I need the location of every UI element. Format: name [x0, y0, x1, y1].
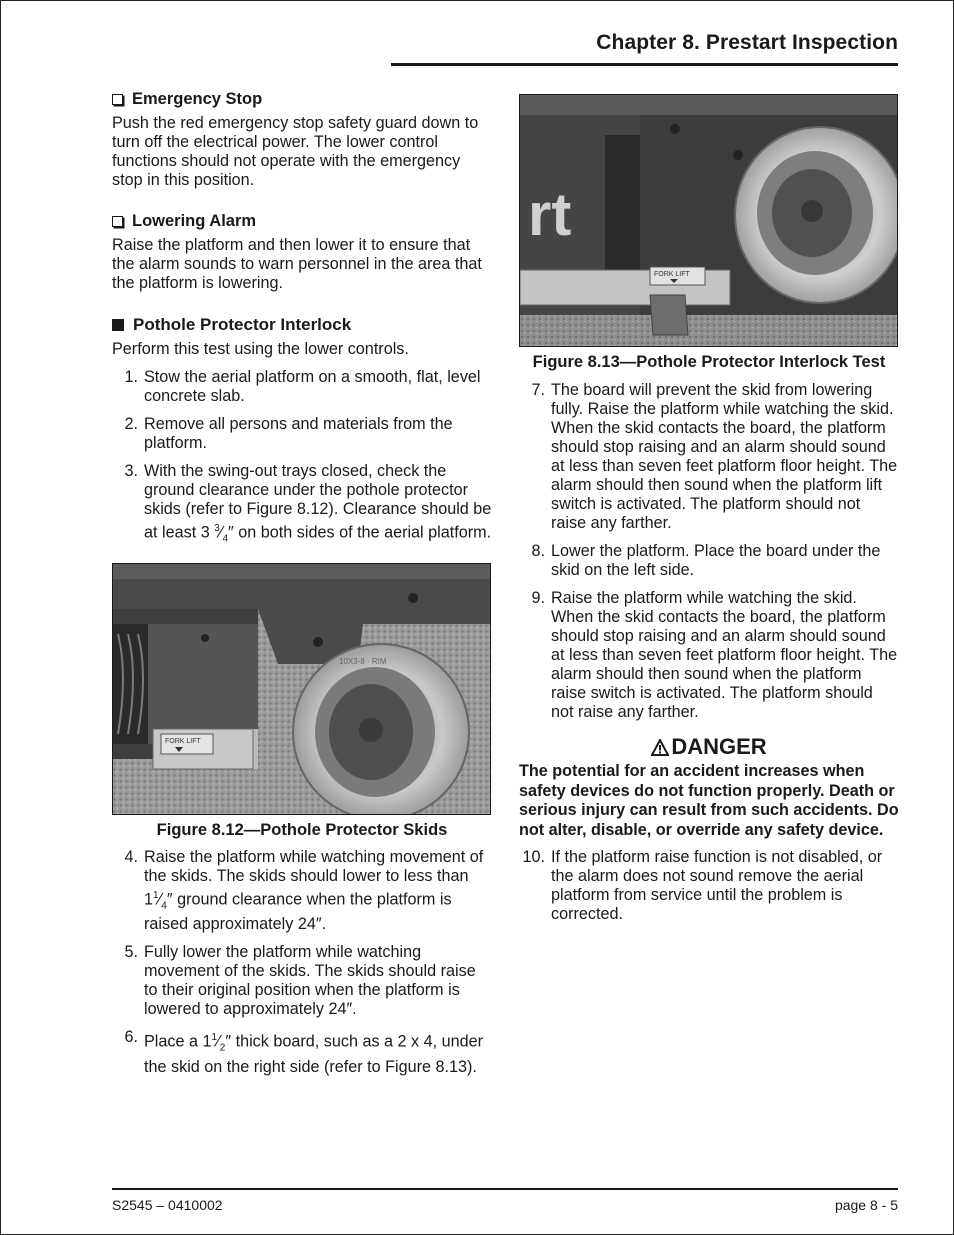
footer-rule — [112, 1188, 898, 1190]
list-item — [519, 381, 899, 533]
warning-triangle-icon — [651, 739, 669, 756]
header-rule — [391, 63, 898, 66]
step-text: Stow the aerial platform on a smooth, flat, level concrete slab. — [144, 368, 481, 405]
danger-title: DANGER — [671, 734, 767, 759]
brand-logo-fragment: rt — [528, 181, 572, 248]
fraction-denominator: 4 — [222, 533, 229, 545]
checkbox-icon — [112, 216, 123, 227]
emergency-stop-heading — [112, 90, 492, 109]
step-number: 7. — [531, 381, 545, 399]
step-number: 6. — [124, 1028, 138, 1047]
step-text: Lower the platform. Place the board under the skid on the left side. — [551, 542, 881, 579]
pothole-heading — [112, 315, 492, 335]
interlock-photo-illustration — [520, 95, 898, 347]
step-text: Place a $1^1⁄_2''$ thick board, such as a 2 x 4, under the skid on the right side (refer to Figure 8.13). — [144, 1032, 484, 1076]
step-text: The board will prevent the skid from lowering fully. Raise the platform while watching the skid. When the skid contacts the board, the platform should stop raising and an alarm should sound at less than seven feet platform floor height. The alarm should then sound when the platform lift switch is activated. The platform should not raise any farther. — [551, 381, 898, 532]
right-column — [519, 94, 899, 933]
step-text: Remove all persons and materials from the platform. — [144, 415, 453, 452]
list-item — [112, 1028, 492, 1077]
fork-lift-label: FORK LIFT — [654, 271, 690, 278]
page-number: page 8 - 5 — [834, 1197, 898, 1213]
fraction-numerator: 1 — [211, 1032, 218, 1044]
emergency-stop-heading-text: Emergency Stop — [132, 90, 263, 108]
figure-8-13-photo — [519, 94, 898, 347]
document-id: S2545 – 0410002 — [112, 1197, 223, 1213]
fork-lift-label: FORK LIFT — [165, 737, 201, 745]
step-number: 3. — [124, 462, 138, 480]
skid-photo-illustration — [113, 564, 491, 815]
step-number: 1. — [124, 368, 138, 386]
list-item — [519, 848, 899, 924]
step-number: 4. — [124, 847, 138, 866]
list-item — [112, 368, 492, 406]
list-item — [112, 415, 492, 453]
lowering-alarm-heading-text: Lowering Alarm — [132, 212, 257, 230]
lowering-alarm-body: Raise the platform and then lower it to ensure that the alarm sounds to warn personnel in the area that the platform is lowering. — [112, 236, 482, 292]
list-item — [519, 589, 899, 722]
tire-marking: 10X3-8 · RIM — [339, 656, 387, 666]
figure-8-12-caption: Figure 8.12—Pothole Protector Skids — [156, 820, 448, 839]
step-text: Fully lower the platform while watching movement of the skids. The skids should raise to their original position when the platform is lowered to approximately 24″. — [144, 943, 476, 1019]
step-text: Raise the platform while watching movement of the skids. The skids should lower to less than $1^1⁄_4''$ ground clearance when the platform is raised approximately 24″. — [144, 847, 484, 934]
fraction-denominator: 2 — [219, 1042, 226, 1054]
pothole-intro: Perform this test using the lower controls. — [112, 340, 409, 358]
danger-heading — [519, 734, 899, 760]
figure-8-13-caption: Figure 8.13—Pothole Protector Interlock Test — [532, 353, 886, 371]
step-number: 5. — [124, 943, 138, 962]
fraction-numerator: 3 — [214, 523, 220, 534]
checkbox-icon — [112, 94, 123, 105]
step-text: If the platform raise function is not disabled, or the alarm does not sound remove the aerial platform from service until the problem is corrected. — [551, 848, 883, 923]
fraction-denominator: 4 — [161, 900, 167, 912]
left-column — [112, 88, 492, 1086]
list-item — [112, 943, 492, 1019]
steps-list-right-b — [519, 848, 899, 924]
emergency-stop-body: Push the red emergency stop safety guard down to turn off the electrical power. The lower control functions should not operate with the emergency stop in this position. — [112, 114, 479, 189]
list-item — [112, 848, 492, 935]
pothole-heading-text: Pothole Protector Interlock — [133, 315, 352, 334]
steps-list-right — [519, 381, 899, 722]
square-bullet-icon — [112, 319, 124, 331]
step-number: 10. — [522, 848, 545, 866]
list-item — [519, 542, 899, 580]
steps-list-b — [112, 848, 492, 1077]
step-number: 2. — [124, 415, 138, 433]
step-number: 8. — [531, 542, 545, 560]
steps-list-a — [112, 368, 492, 549]
fraction-numerator: 1 — [153, 889, 159, 901]
danger-body: The potential for an accident increases when safety devices do not function properly. Death or serious injury can result from such accidents. Do not alter, disable, or override any safety device. — [519, 762, 899, 839]
step-text: Raise the platform while watching the skid. When the skid contacts the board, the platform should stop raising and an alarm should sound at less than seven feet platform floor height. The alarm should then sound when the platform raise switch is activated. The platform should not raise any farther. — [551, 589, 898, 721]
step-text: With the swing-out trays closed, check the ground clearance under the pothole protector skids (refer to Figure 8.12). Clearance should be at least 3 $^3⁄_4''$ on both sides of the aerial platform. — [144, 462, 492, 545]
chapter-title: Chapter 8. Prestart Inspection — [596, 31, 898, 54]
list-item — [112, 462, 492, 549]
figure-8-12-photo — [112, 563, 491, 815]
step-number: 9. — [531, 589, 545, 607]
lowering-alarm-heading — [112, 212, 492, 231]
